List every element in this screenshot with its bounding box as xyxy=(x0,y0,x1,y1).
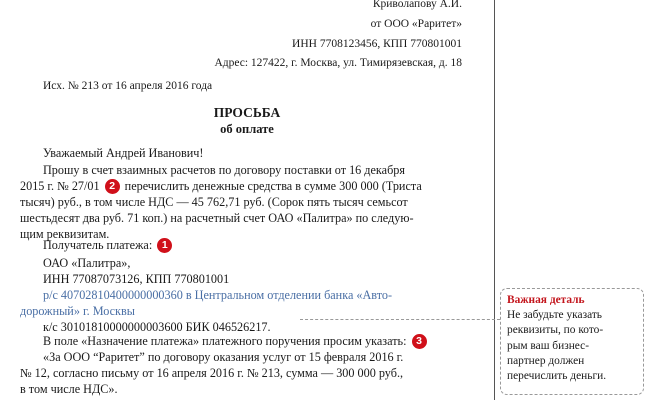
recipient-account-line-1: р/с 40702810400000000360 в Центральном отделении банка «Авто- xyxy=(43,288,393,302)
purpose-line-3: № 12, согласно письму от 16 апреля 2016 г. № 213, сумма — 300 000 руб., xyxy=(20,366,404,380)
body-line-4: шестьдесят два руб. 71 коп.) на расчетный счет ОАО «Палитра» по следую- xyxy=(20,211,414,225)
recipient-label: Получатель платежа: xyxy=(43,238,153,252)
body-line-2 xyxy=(20,179,422,195)
note-line-5: перечислить деньги. xyxy=(507,370,607,383)
purpose-line-1 xyxy=(43,334,429,350)
recipient-inn-kpp: ИНН 77087073126, КПП 770801001 xyxy=(43,272,230,286)
addressee-name: Криволапову А.И. xyxy=(372,0,462,10)
important-detail-note xyxy=(500,288,644,395)
note-line-1: Не забудьте указать xyxy=(507,309,603,322)
greeting: Уважаемый Андрей Иванович! xyxy=(43,146,204,160)
note-line-3: рым ваш бизнес- xyxy=(507,339,589,352)
recipient-account-line-2: дорожный» г. Москвы xyxy=(20,304,135,318)
purpose-line-4: в том числе НДС». xyxy=(20,382,118,396)
body-line-3: тысяч) руб., в том числе НДС — 45 762,71 руб. (Сорок пять тысяч семьсот xyxy=(20,195,408,209)
note-line-2: реквизиты, по кото- xyxy=(507,324,604,337)
callout-leader-line xyxy=(300,319,500,320)
contract-number: 2015 г. № 27/01 xyxy=(20,179,100,193)
outgoing-ref: Исх. № 213 от 16 апреля 2016 года xyxy=(43,80,213,92)
letter-subtitle: об оплате xyxy=(220,122,274,136)
badge-2: 2 xyxy=(105,179,120,194)
recipient-name: ОАО «Палитра», xyxy=(43,256,131,270)
body-line-5: щим реквизитам. xyxy=(20,227,110,241)
badge-1: 1 xyxy=(157,238,172,253)
letter-title: ПРОСЬБА xyxy=(213,105,281,120)
note-line-4: партнер должен xyxy=(507,354,585,367)
body-line-1: Прошу в счет взаимных расчетов по договору поставки от 16 декабря xyxy=(43,163,405,177)
recipient-corr-account: к/с 30101810000000003600 БИК 046526217. xyxy=(43,320,271,334)
purpose-line-2: «За ООО “Раритет” по договору оказания услуг от 15 февраля 2016 г. xyxy=(43,350,404,364)
badge-3: 3 xyxy=(412,334,427,349)
purpose-instruction: В поле «Назначение платежа» платежного поручения просим указать: xyxy=(43,334,407,348)
sender-inn-kpp: ИНН 7708123456, КПП 770801001 xyxy=(292,38,462,50)
sender-address: Адрес: 127422, г. Москва, ул. Тимирязевская, д. 18 xyxy=(214,57,462,69)
sender-company: от ООО «Раритет» xyxy=(370,18,462,30)
payment-amount-text: перечислить денежные средства в сумме 300 000 (Триста xyxy=(124,179,422,193)
note-heading: Важная деталь xyxy=(507,294,585,306)
recipient-label-line xyxy=(43,238,174,254)
